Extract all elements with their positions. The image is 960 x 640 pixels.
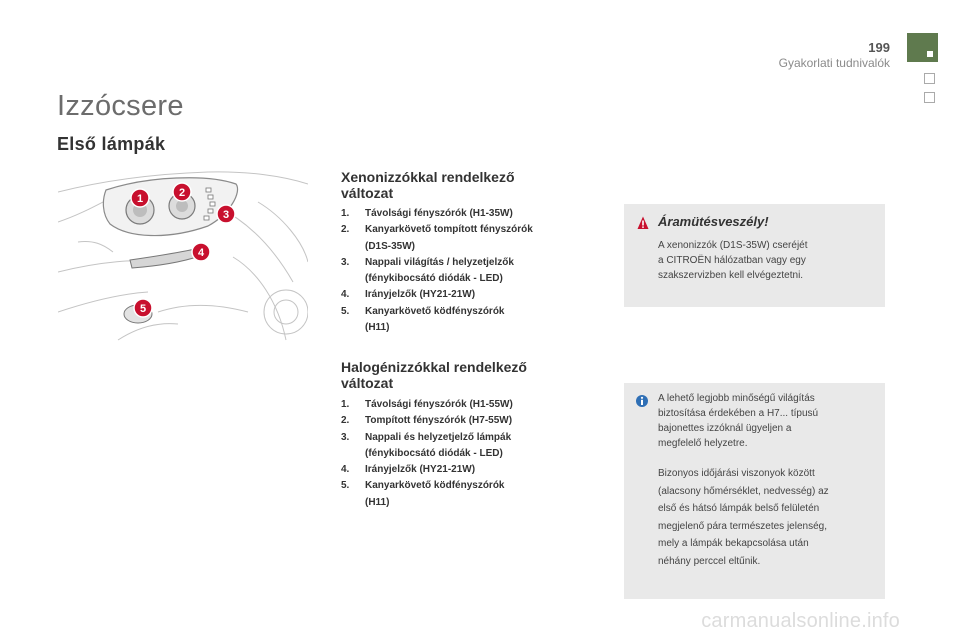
halogen-title-line-2: változat: [341, 375, 394, 391]
info-paragraph-1: [658, 391, 880, 451]
item-line-1: Kanyarkövető ködfényszórók: [365, 480, 505, 492]
item-line-2: (fénykibocsátó diódák - LED): [365, 447, 503, 459]
item-number: 3.: [341, 256, 350, 268]
halogen-version-title: [341, 359, 581, 391]
page-number: 199: [868, 40, 890, 55]
info-text-line: Bizonyos időjárási viszonyok között: [658, 468, 815, 479]
warning-text-line: szakszervizben kell elvégeztetni.: [658, 270, 804, 281]
headlamp-illustration: [58, 162, 308, 342]
info-text-line: megjelenő pára természetes jelenség,: [658, 520, 827, 532]
item-line-1: Nappali világítás / helyzetjelzők: [365, 256, 514, 268]
item-number: 4.: [341, 289, 350, 301]
callout-4-icon: [192, 243, 210, 261]
item-line-2: (fénykibocsátó diódák - LED): [365, 273, 503, 285]
warning-text-line: a CITROËN hálózatban vagy egy: [658, 255, 806, 266]
item-number: 5.: [341, 305, 350, 317]
item-number: 2.: [341, 224, 350, 236]
item-number: 5.: [341, 480, 350, 492]
watermark: carmanualsonline.info: [701, 610, 900, 632]
list-item: [341, 304, 586, 337]
warning-text-line: A xenonizzók (D1S-35W) cseréjét: [658, 240, 808, 251]
info-paragraph-2: [658, 465, 880, 570]
list-item: [341, 287, 586, 303]
list-item: [341, 430, 586, 463]
item-line-1: Irányjelzők (HY21-21W): [365, 464, 476, 476]
list-item: [341, 397, 586, 413]
list-item: [341, 222, 586, 255]
item-line-1: Tompított fényszórók (H7-55W): [365, 415, 513, 427]
halogen-bulb-list: [341, 397, 586, 511]
callout-1-icon: [131, 189, 149, 207]
info-text-line: biztosítása érdekében a H7... típusú: [658, 408, 819, 419]
info-text-line: megfelelő helyzetre.: [658, 438, 748, 449]
xenon-bulb-list: [341, 206, 586, 336]
item-line-1: Kanyarkövető ködfényszórók: [365, 305, 505, 317]
item-number: 3.: [341, 431, 350, 443]
item-number: 2.: [341, 415, 350, 427]
info-icon: [636, 394, 648, 408]
chapter-tab-active[interactable]: [907, 33, 938, 62]
list-item: [341, 413, 586, 429]
list-item: [341, 255, 586, 288]
list-item: [341, 462, 586, 478]
item-number: 4.: [341, 464, 350, 476]
warning-text: [658, 238, 880, 283]
electric-shock-warning-box: [624, 204, 885, 307]
xenon-version-title: [341, 169, 581, 201]
xenon-title-line-1: Xenonizzókkal rendelkező: [341, 169, 515, 185]
halogen-title-line-1: Halogénizzókkal rendelkező: [341, 359, 527, 375]
tab-marker-icon: [927, 51, 933, 57]
info-text-line: néhány perccel eltűnik.: [658, 555, 761, 567]
info-text-line: mely a lámpák bekapcsolása után: [658, 538, 809, 549]
info-text-line: A lehető legjobb minőségű világítás: [658, 393, 815, 404]
callout-2-icon: [173, 183, 191, 201]
page-title: Izzócsere: [57, 90, 184, 122]
list-item: [341, 478, 586, 511]
chapter-tab[interactable]: [924, 73, 935, 84]
item-line-1: Távolsági fényszórók (H1-55W): [365, 399, 513, 410]
info-text-line: (alacsony hőmérséklet, nedvesség) az: [658, 485, 829, 497]
item-number: 1.: [341, 399, 350, 410]
item-line-1: Távolsági fényszórók (H1-35W): [365, 208, 513, 219]
item-line-2: (H11): [365, 322, 390, 334]
callout-5-icon: [134, 299, 152, 317]
warning-icon: [637, 216, 649, 230]
item-line-2: (H11): [365, 496, 390, 508]
item-line-1: Kanyarkövető tompított fényszórók: [365, 224, 533, 236]
item-line-2: (D1S-35W): [365, 240, 416, 252]
warning-title: Áramütésveszély!: [658, 214, 769, 229]
callout-3-icon: [217, 205, 235, 223]
xenon-title-line-2: változat: [341, 185, 394, 201]
info-text-line: első és hátsó lámpák belső felületén: [658, 503, 820, 514]
item-line-1: Nappali és helyzetjelző lámpák: [365, 431, 512, 443]
section-title: Első lámpák: [57, 134, 166, 154]
info-box: [624, 383, 885, 599]
list-item: [341, 206, 586, 222]
section-name: Gyakorlati tudnivalók: [778, 56, 890, 70]
info-text-line: bajonettes izzóknál ügyeljen a: [658, 423, 792, 434]
item-line-1: Irányjelzők (HY21-21W): [365, 289, 476, 301]
chapter-tab[interactable]: [924, 92, 935, 103]
item-number: 1.: [341, 208, 350, 219]
callout-1-label: 1: [136, 193, 144, 205]
callout-5-label: 5: [139, 303, 147, 315]
callout-4-label: 4: [197, 247, 205, 259]
callout-2-label: 2: [178, 187, 186, 199]
callout-3-label: 3: [222, 209, 230, 221]
